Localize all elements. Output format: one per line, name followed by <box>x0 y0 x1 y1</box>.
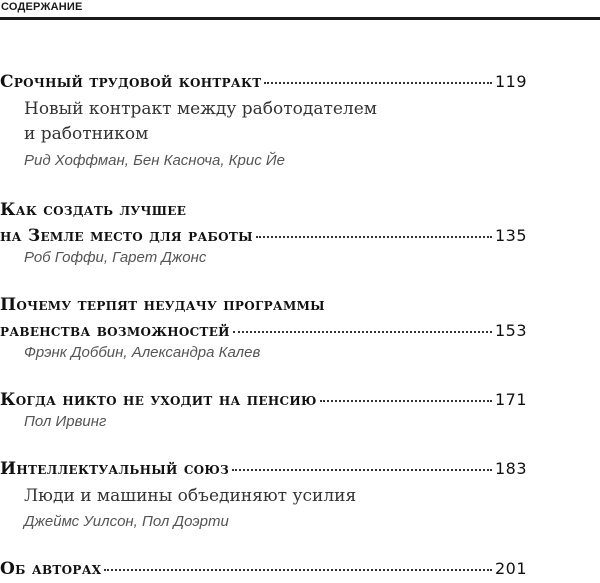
dot-leader <box>256 235 492 238</box>
dot-leader <box>233 330 492 333</box>
page-number: 153 <box>494 321 527 340</box>
entry-title-text: Как создать лучшее <box>0 200 187 220</box>
entry-title <box>0 72 527 96</box>
entry-title-text: равенства возможностей <box>0 321 230 341</box>
entry-title <box>0 459 527 483</box>
entry-subtitle: и работником <box>24 124 149 144</box>
page-number: 135 <box>494 226 527 245</box>
entry-title <box>0 559 527 583</box>
entry-subtitle: Люди и машины объединяют усилия <box>24 486 357 506</box>
page-number: 201 <box>494 559 527 578</box>
dot-leader <box>232 468 492 471</box>
page-number: 183 <box>494 459 527 478</box>
dot-leader <box>320 399 492 402</box>
entry-subtitle: Новый контракт между работодателем <box>24 99 378 119</box>
page-number: 171 <box>494 390 527 409</box>
entry-title-text: Почему терпят неудачу программы <box>0 295 325 315</box>
entry-title-text: Срочный трудовой контракт <box>0 72 262 92</box>
entry-title-text: Когда никто не уходит на пенсию <box>0 390 317 410</box>
entry-authors: Фрэнк Доббин, Александра Калев <box>24 344 261 361</box>
entry-title-text: Об авторах <box>0 559 102 579</box>
entry-title <box>0 390 527 414</box>
entry-title <box>0 200 527 224</box>
entry-title <box>0 295 527 319</box>
entry-title <box>0 321 527 345</box>
entry-title-text: Интеллектуальный союз <box>0 459 230 479</box>
entry-authors: Рид Хоффман, Бен Касноча, Крис Йе <box>24 152 285 169</box>
entry-title-text: на Земле место для работы <box>0 226 253 246</box>
entry-title <box>0 226 527 250</box>
dot-leader <box>264 81 492 84</box>
page-number: 119 <box>494 72 527 91</box>
entry-authors: Пол Ирвинг <box>24 413 107 430</box>
header-rule <box>0 17 600 20</box>
running-header: СОДЕРЖАНИЕ <box>1 1 83 13</box>
entry-authors: Джеймс Уилсон, Пол Доэрти <box>24 513 229 530</box>
dot-leader <box>104 568 492 571</box>
entry-authors: Роб Гоффи, Гарет Джонс <box>24 249 207 266</box>
